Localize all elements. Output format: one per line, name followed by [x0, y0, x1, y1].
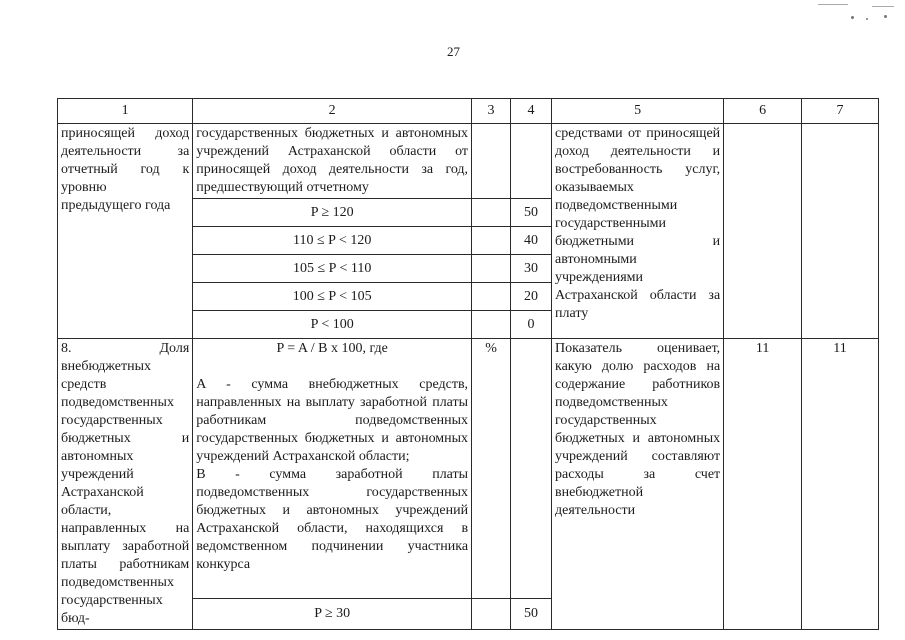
- range-score: 30: [511, 255, 552, 283]
- col6-cell: 11: [724, 339, 802, 630]
- range-value: 110 ≤ P < 120: [193, 227, 472, 255]
- spacer: [196, 358, 468, 376]
- score-cell: [511, 339, 552, 599]
- scan-speck: [866, 18, 868, 20]
- range-score: 20: [511, 283, 552, 311]
- formula-text: P = A / B x 100, где: [276, 341, 388, 356]
- range-score: 40: [511, 227, 552, 255]
- unit-cell: %: [472, 339, 511, 599]
- col7-cell: [802, 124, 879, 339]
- table-header-row: [58, 99, 879, 124]
- range-value: P < 100: [193, 311, 472, 339]
- criteria-table: [57, 98, 879, 630]
- unit-cell: [472, 227, 511, 255]
- range-score: 50: [511, 199, 552, 227]
- description-cell: государственных бюджетных и автономных учреждений Астраханской области от приносящей доход деятельности за год, предшествующий отчетному: [193, 124, 472, 199]
- range-value: 105 ≤ P < 110: [193, 255, 472, 283]
- scan-speck: [851, 16, 854, 19]
- header-cell: 6: [724, 99, 802, 124]
- score-cell: [511, 124, 552, 199]
- range-score: 0: [511, 311, 552, 339]
- page-number: 27: [447, 44, 460, 59]
- scan-artifact-line: [818, 4, 848, 5]
- unit-cell: [472, 599, 511, 630]
- range-value: P ≥ 120: [193, 199, 472, 227]
- header-cell: 2: [193, 99, 472, 124]
- range-value: 100 ≤ P < 105: [193, 283, 472, 311]
- col6-cell: [724, 124, 802, 339]
- range-score: 50: [511, 599, 552, 630]
- unit-cell: [472, 199, 511, 227]
- scan-artifact-line: [872, 6, 894, 7]
- indicator-name-cell: приносящей доход деятельности за отчетный год к уровню предыдущего года: [58, 124, 193, 339]
- formula-definition-a: A - сумма внебюджетных средств, направленных на выплату заработной платы работникам подведомственных государственных бюджетных и автономных учреждений Астраханской области;: [196, 377, 469, 464]
- comment-cell: средствами от приносящей доход деятельности и востребованность услуг, оказываемых подведомственными государственными бюджетными и автономными учреждениями Астраханской области за плату: [551, 124, 723, 339]
- scan-speck: [884, 15, 887, 18]
- header-cell: 3: [472, 99, 511, 124]
- header-cell: 4: [511, 99, 552, 124]
- col7-cell: 11: [802, 339, 879, 630]
- table-row: [58, 339, 879, 599]
- table-row: [58, 124, 879, 199]
- unit-cell: [472, 311, 511, 339]
- formula-cell: [193, 339, 472, 599]
- header-cell: 7: [802, 99, 879, 124]
- indicator-name-cell: 8. Доля внебюджетных средств подведомственных государственных бюджетных и автономных учреждений Астраханской области, направленных на выплату заработной платы работникам подведомственных государственных бюд-: [58, 339, 193, 630]
- unit-cell: [472, 283, 511, 311]
- header-cell: 5: [551, 99, 723, 124]
- comment-cell: Показатель оценивает, какую долю расходов на содержание работников подведомственных государственных бюджетных и автономных учреждений составляют расходы за счет внебюджетной деятельности: [551, 339, 723, 630]
- range-value: P ≥ 30: [193, 599, 472, 630]
- header-cell: 1: [58, 99, 193, 124]
- formula-definition-b: B - сумма заработной платы подведомственных государственных бюджетных и автономных учреждений Астраханской области, находящихся в ведомственном подчинении участника конкурса: [196, 467, 469, 572]
- unit-cell: [472, 124, 511, 199]
- unit-cell: [472, 255, 511, 283]
